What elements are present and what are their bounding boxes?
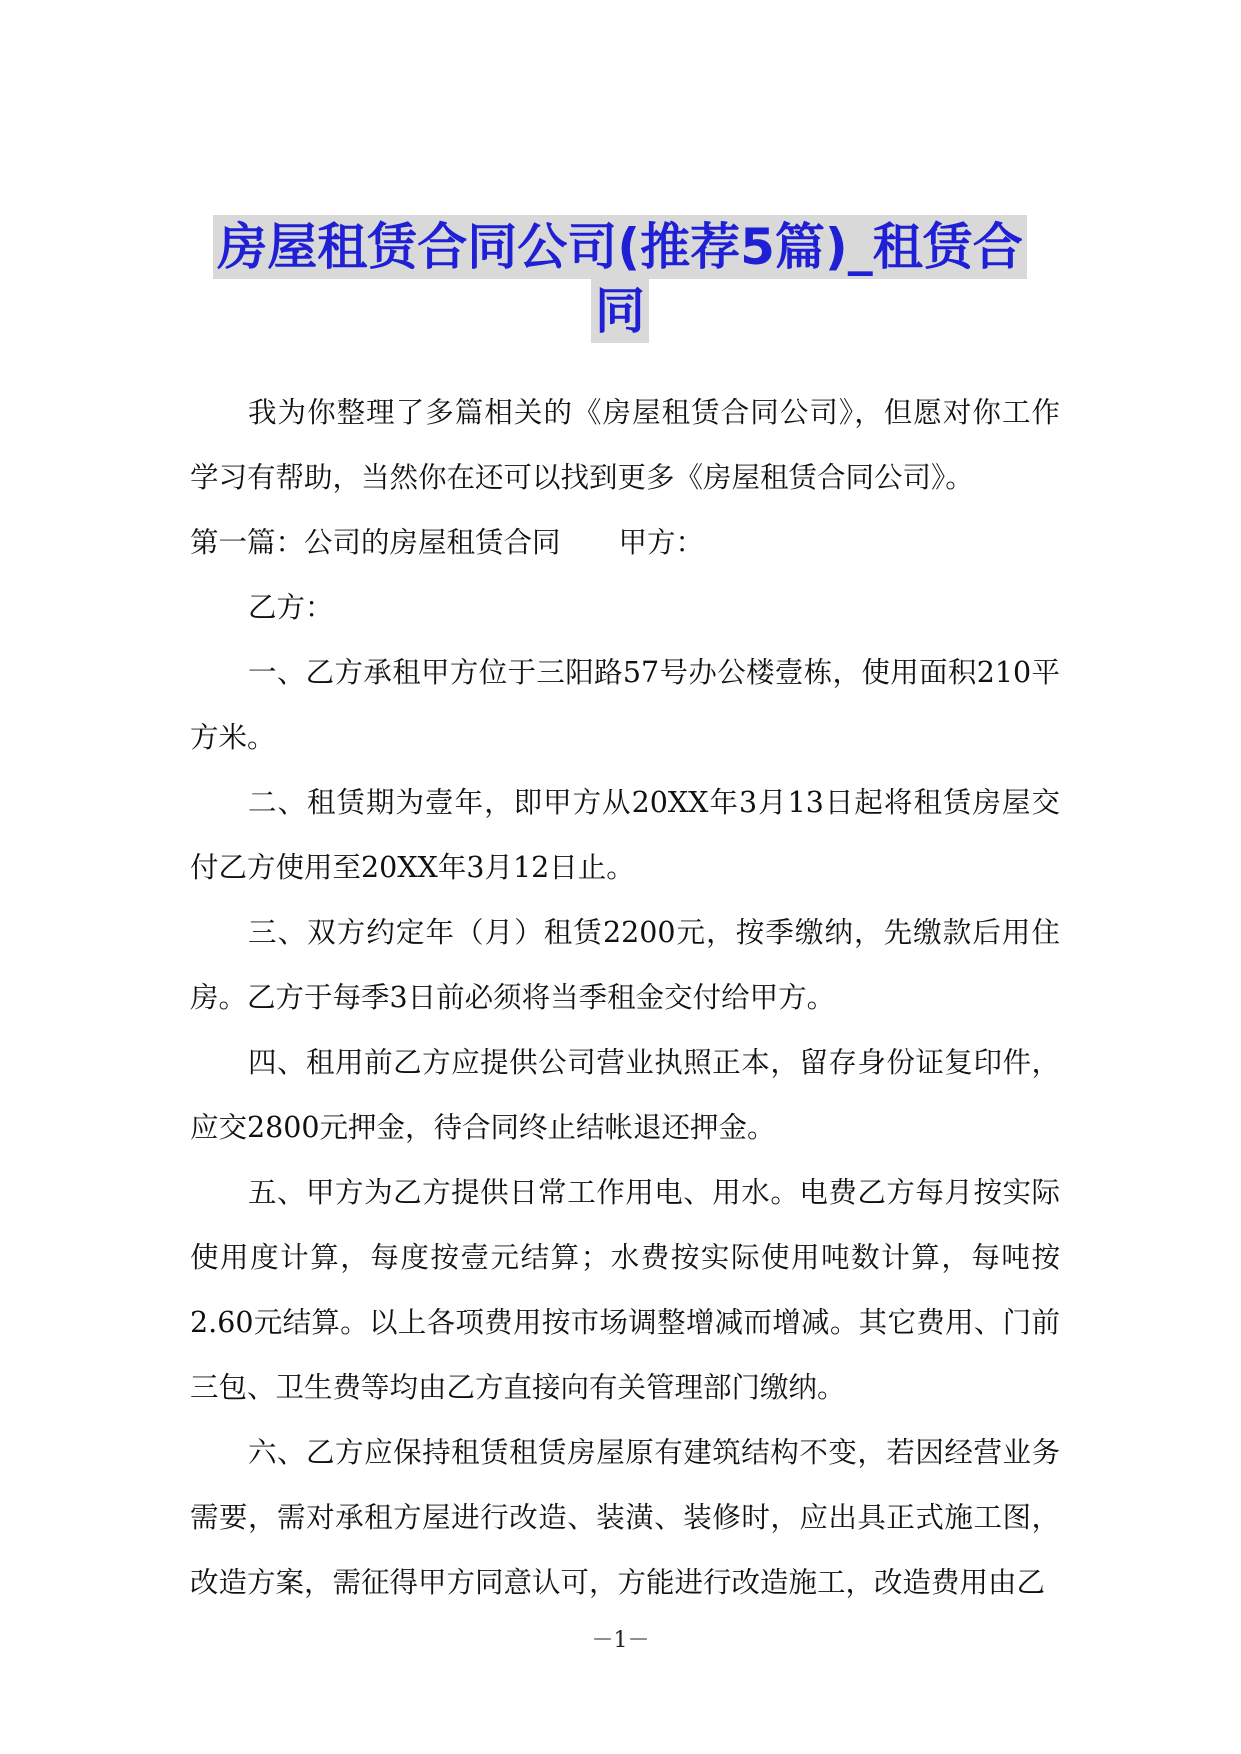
intro-paragraph: 我为你整理了多篇相关的《房屋租赁合同公司》，但愿对你工作学习有帮助，当然你在还可以找到更多《房屋租赁合同公司》。 xyxy=(190,396,1060,494)
clause-4: 四、租用前乙方应提供公司营业执照正本，留存身份证复印件，应交2800元押金，待合同终止结帐退还押金。 xyxy=(190,1046,1060,1144)
party-a-label: 甲方： xyxy=(618,526,705,559)
clause-3: 三、双方约定年（月）租赁2200元，按季缴纳，先缴款后用住房。乙方于每季3日前必须将当季租金交付给甲方。 xyxy=(190,916,1060,1014)
clause-6: 六、乙方应保持租赁租赁房屋原有建筑结构不变，若因经营业务需要，需对承租方屋进行改造、装潢、装修时，应出具正式施工图，改造方案，需征得甲方同意认可，方能进行改造施工，改造费用由乙 xyxy=(190,1436,1060,1599)
clause-5: 五、甲方为乙方提供日常工作用电、用水。电费乙方每月按实际使用度计算，每度按壹元结算；水费按实际使用吨数计算，每吨按2.60元结算。以上各项费用按市场调整增减而增减。其它费用、门前三包、卫生费等均由乙方直接向有关管理部门缴纳。 xyxy=(190,1176,1060,1404)
party-b-label: 乙方： xyxy=(248,591,334,624)
title-line-2: 同 xyxy=(591,279,649,343)
document-body xyxy=(190,380,1060,1615)
section-heading: 第一篇：公司的房屋租赁合同 xyxy=(190,526,561,559)
clause-2: 二、租赁期为壹年，即甲方从20XX年3月13日起将租赁房屋交付乙方使用至20XX年3月12日止。 xyxy=(190,786,1060,884)
clause-1: 一、乙方承租甲方位于三阳路57号办公楼壹栋，使用面积210平方米。 xyxy=(190,656,1060,754)
section-heading-line xyxy=(190,510,1060,575)
page-number: －1－ xyxy=(591,1628,650,1653)
document-title xyxy=(190,215,1050,343)
title-line-1: 房屋租赁合同公司(推荐5篇)_租赁合 xyxy=(213,215,1027,279)
